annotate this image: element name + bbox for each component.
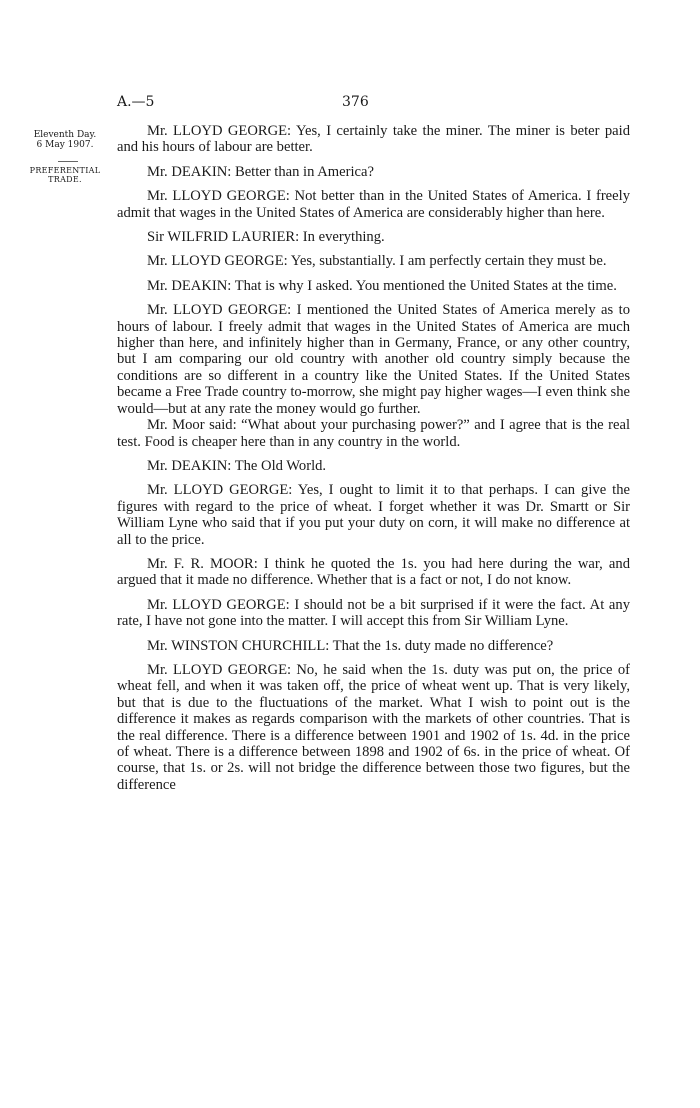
page-reference: A.—5: [117, 94, 155, 110]
paragraph: Mr. LLOYD GEORGE: Yes, I certainly take the miner. The miner is beter paid and his hours of labour are better.: [117, 123, 630, 156]
paragraph: Mr. Moor said: “What about your purchasing power?” and I agree that is the real test. Food is cheaper here than in any country in the world.: [117, 417, 630, 450]
margin-note-subject: [24, 166, 106, 184]
paragraph: Mr. DEAKIN: That is why I asked. You mentioned the United States at the time.: [147, 277, 617, 294]
margin-subject-line2: TRADE.: [48, 175, 82, 185]
margin-subject-line1: PREFERENTIAL: [29, 166, 101, 175]
margin-day: Eleventh Day.: [33, 130, 97, 140]
paragraph: Mr. LLOYD GEORGE: Yes, substantially. I am perfectly certain they must be.: [147, 253, 607, 270]
paragraph: Mr. LLOYD GEORGE: Yes, I ought to limit it to that perhaps. I can give the figures with regard to the price of wheat. I forget whether it was Dr. Smartt or Sir William Lyne who said that if you put your duty on corn, it will make no difference at all to the price.: [117, 482, 630, 548]
margin-date-text: 6 May 1907.: [36, 140, 94, 151]
paragraph: Mr. LLOYD GEORGE: No, he said when the 1s. duty was put on, the price of wheat fell, and when it was taken off, the price of wheat went up. That is very likely, but that is due to the fluctuations of the market. What I wish to point out is the difference it makes as regards comparison with the markets of other countries. That is the real difference. There is a difference between 1901 and 1902 of 1s. 4d. in the price of wheat. There is a difference between 1898 and 1902 of 6s. in the price of wheat. Of course, that 1s. or 2s. will not bridge the difference between those two figures, but the difference: [117, 661, 630, 793]
margin-note-date: [24, 130, 106, 151]
page-number: 376: [342, 94, 369, 110]
paragraph: Mr. F. R. MOOR: I think he quoted the 1s. you had here during the war, and argued that it made no difference. Whether that is a fact or not, I do not know.: [117, 555, 630, 589]
paragraph: Mr. DEAKIN: The Old World.: [147, 457, 327, 474]
margin-divider: [58, 161, 78, 162]
paragraph: Mr. LLOYD GEORGE: I mentioned the United States of America merely as to hours of labour. I freely admit that wages in the United States of America are much higher than here, and infinitely higher than in Germany, France, or any other country, but I am comparing our old country with another old country simply because the conditions are so different in a country like the United States. If the United States became a Free Trade country to-morrow, she might pay higher wages—I even think she would—but at any rate the money would go further.: [117, 302, 630, 417]
paragraph: Mr. LLOYD GEORGE: Not better than in the United States of America. I freely admit that wages in the United States of America are considerably higher than here.: [117, 188, 630, 221]
transcript-body: [117, 123, 630, 801]
paragraph: Sir WILFRID LAURIER: In everything.: [147, 229, 385, 246]
paragraph: Mr. LLOYD GEORGE: I should not be a bit surprised if it were the fact. At any rate, I have not gone into the matter. I will accept this from Sir William Lyne.: [117, 596, 630, 630]
paragraph: Mr. WINSTON CHURCHILL: That the 1s. duty made no difference?: [147, 637, 554, 654]
paragraph: Mr. DEAKIN: Better than in America?: [147, 163, 374, 180]
